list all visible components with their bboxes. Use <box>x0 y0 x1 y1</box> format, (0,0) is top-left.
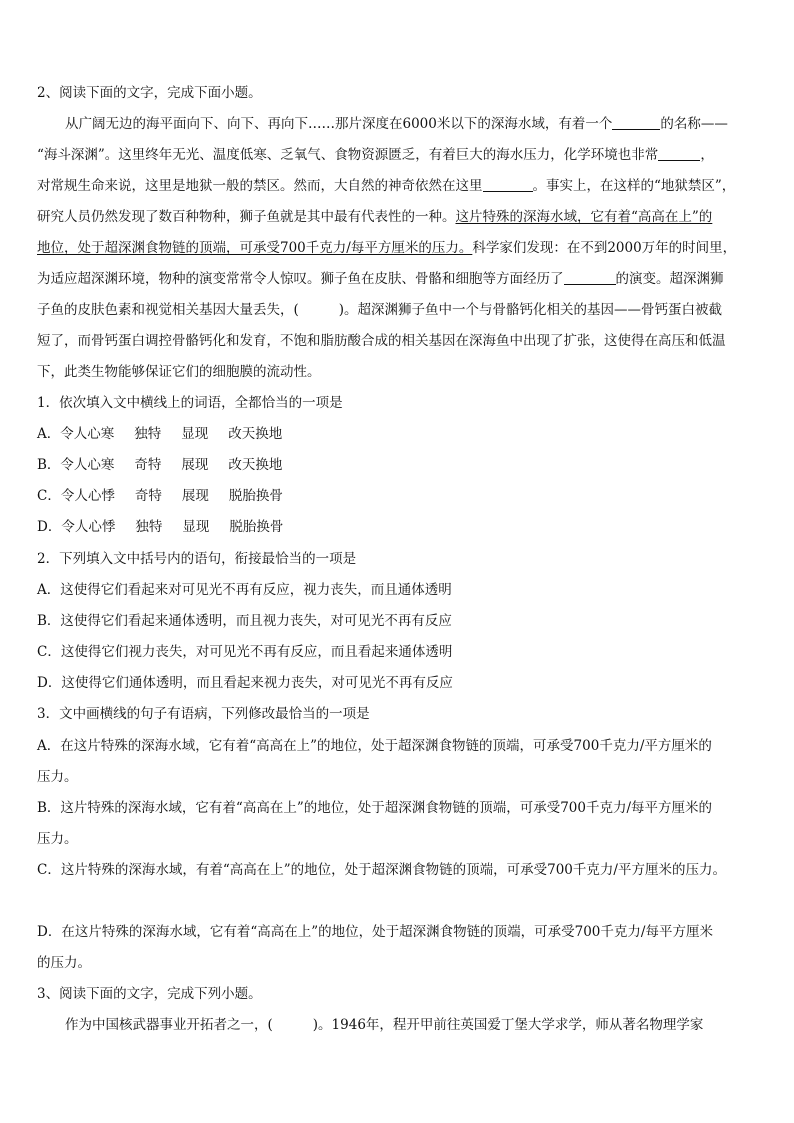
sub-question-1-option-a: A．令人心寒 独特 显现 改天换地 <box>37 426 283 442</box>
passage-line-8: 短了，而骨钙蛋白调控骨骼钙化和发育，不饱和脂肪酸合成的相关基因在深海鱼中出现了扩张，这使得在高压和低温 <box>37 333 726 349</box>
question-3-passage-line-1: 作为中国核武器事业开拓者之一，( )。1946年，程开甲前往英国爱丁堡大学求学，师从著名物理学家 <box>65 1017 704 1033</box>
sub-question-3-option-a-cont: 压力。 <box>37 769 78 785</box>
passage-line-6: 为适应超深渊环境，物种的演变常常令人惊叹。狮子鱼在皮肤、骨骼和细胞等方面经历了 的演变。超深渊狮 <box>37 271 724 287</box>
fill-blank-1 <box>612 117 660 130</box>
sub-question-3-option-d-cont: 的压力。 <box>37 955 91 971</box>
passage-line-5: 地位，处于超深渊食物链的顶端，可承受700千克力/每平方厘米的压力。科学家们发现：在不到2000万年的时间里， <box>37 240 737 256</box>
passage-line-4: 研究人员仍然发现了数百种物种，狮子鱼就是其中最有代表性的一种。这片特殊的深海水域，它有着“高高在上”的 <box>37 209 713 225</box>
passage-line-3: 对常规生命来说，这里是地狱一般的禁区。然而，大自然的神奇依然在这里 。事实上，在这样的“地狱禁区”， <box>37 178 736 194</box>
sub-question-3-option-c: C．这片特殊的深海水域，有着“高高在上”的地位，处于超深渊食物链的顶端，可承受700千克力/平方厘米的压力。 <box>37 862 726 878</box>
passage-line-7: 子鱼的皮肤色素和视觉相关基因大量丢失，( )。超深渊狮子鱼中一个与骨骼钙化相关的基因——骨钙蛋白被截 <box>37 302 723 318</box>
fill-blank-3 <box>483 179 533 192</box>
fill-blank-2 <box>658 148 700 161</box>
underlined-sentence-part-1: 这片特殊的深海水域，它有着“高高在上”的 <box>455 209 713 225</box>
sub-question-1-option-c: C．令人心悸 奇特 展现 脱胎换骨 <box>37 488 283 504</box>
passage-line-1: 从广阔无边的海平面向下、向下、再向下……那片深度在6000米以下的深海水域，有着一个 的名称—— <box>65 116 728 132</box>
sub-question-2-option-a: A．这使得它们看起来对可见光不再有反应，视力丧失，而且通体透明 <box>37 582 452 598</box>
question-2-header: 2、阅读下面的文字，完成下面小题。 <box>37 85 262 101</box>
underlined-sentence-part-2: 地位，处于超深渊食物链的顶端，可承受700千克力/每平方厘米的压力。 <box>37 240 473 256</box>
sub-question-3-option-b: B．这片特殊的深海水域，它有着“高高在上”的地位，处于超深渊食物链的顶端，可承受700千克力/每平方厘米的 <box>37 800 713 816</box>
sub-question-2-stem: 2．下列填入文中括号内的语句，衔接最恰当的一项是 <box>37 551 357 567</box>
sub-question-2-option-b: B．这使得它们看起来通体透明，而且视力丧失，对可见光不再有反应 <box>37 613 452 629</box>
sub-question-2-option-d: D．这使得它们通体透明，而且看起来视力丧失，对可见光不再有反应 <box>37 675 453 691</box>
sub-question-1-stem: 1．依次填入文中横线上的词语，全都恰当的一项是 <box>37 395 343 411</box>
sub-question-1-option-b: B．令人心寒 奇特 展现 改天换地 <box>37 457 283 473</box>
question-3-header: 3、阅读下面的文字，完成下列小题。 <box>37 986 262 1002</box>
sub-question-3-stem: 3．文中画横线的句子有语病，下列修改最恰当的一项是 <box>37 706 370 722</box>
passage-line-2: “海斗深渊”。这里终年无光、温度低寒、乏氧气、食物资源匮乏，有着巨大的海水压力，化学环境也非常 ， <box>37 147 714 163</box>
sub-question-2-option-c: C．这使得它们视力丧失，对可见光不再有反应，而且看起来通体透明 <box>37 644 453 660</box>
passage-line-9: 下，此类生物能够保证它们的细胞膜的流动性。 <box>37 364 321 380</box>
sub-question-3-option-b-cont: 压力。 <box>37 831 78 847</box>
sub-question-3-option-a: A．在这片特殊的深海水域，它有着“高高在上”的地位，处于超深渊食物链的顶端，可承受700千克力/平方厘米的 <box>37 738 712 754</box>
fill-blank-4 <box>564 272 616 285</box>
sub-question-3-option-d: D．在这片特殊的深海水域，它有着“高高在上”的地位，处于超深渊食物链的顶端，可承受700千克力/每平方厘米 <box>37 924 713 940</box>
sub-question-1-option-d: D．令人心悸 独特 显现 脱胎换骨 <box>37 519 284 535</box>
